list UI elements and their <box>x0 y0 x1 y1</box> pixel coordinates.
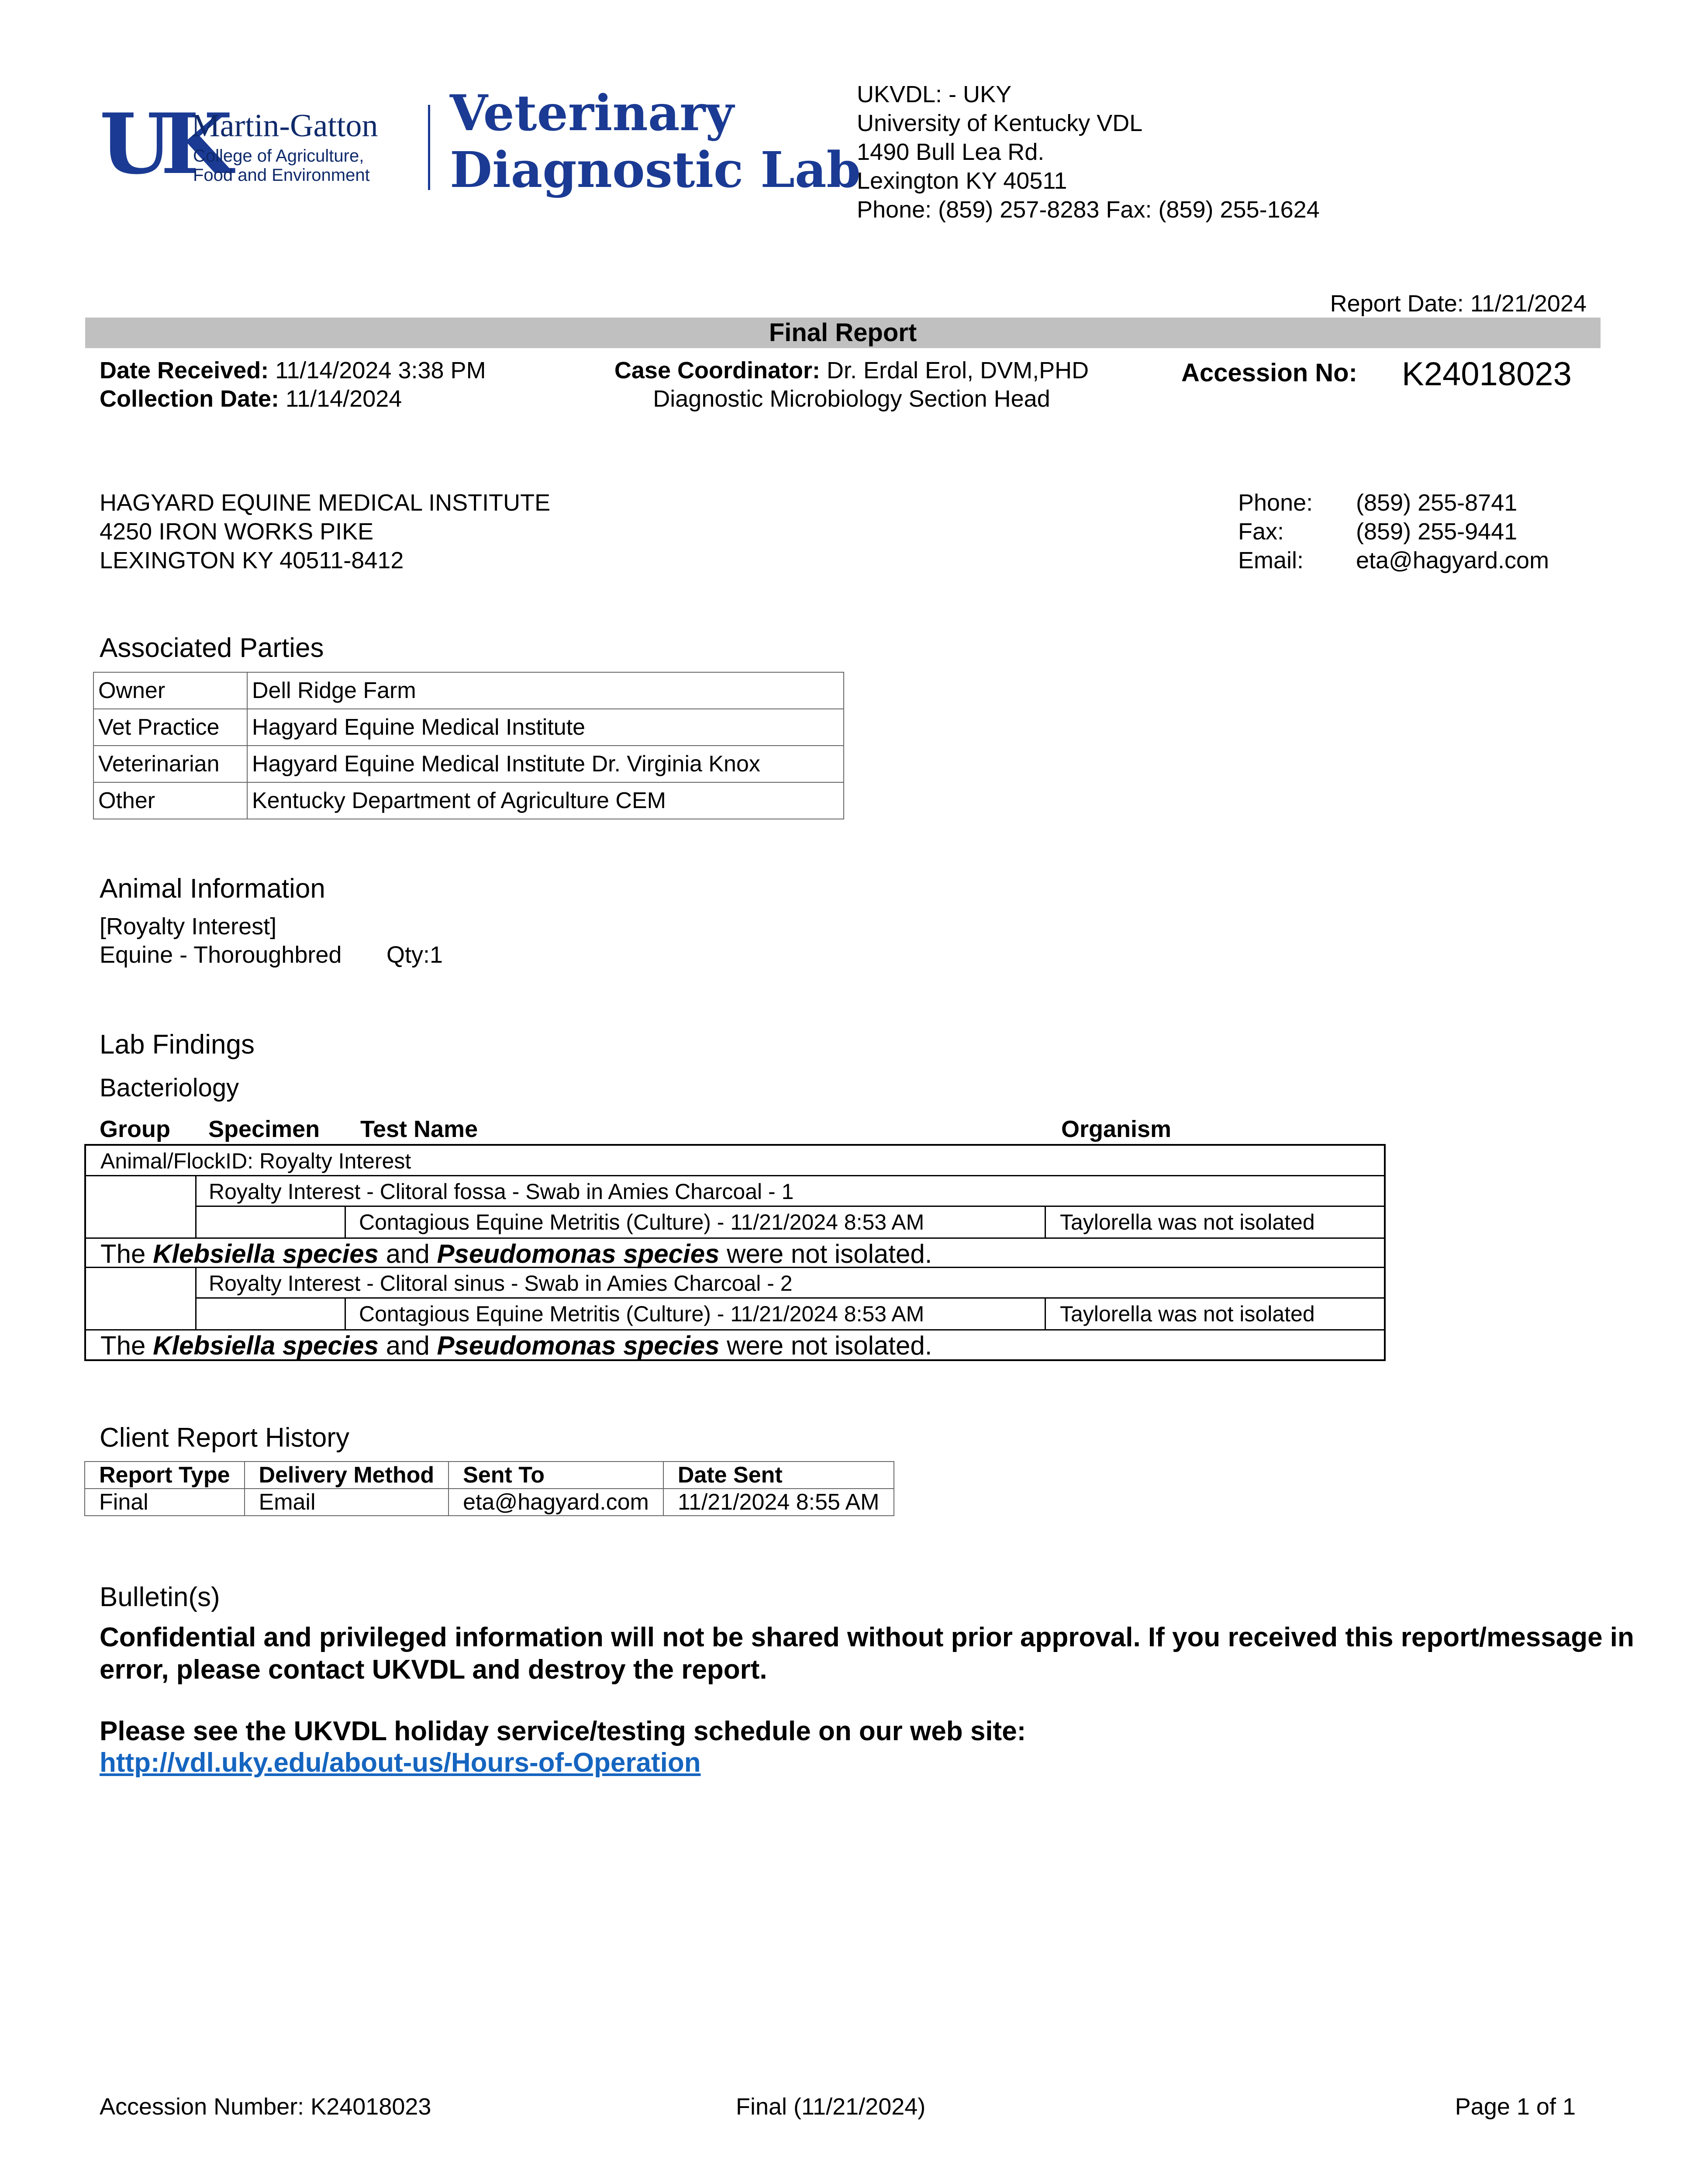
history-col-header: Delivery Method <box>245 1462 449 1489</box>
lab-address-line2: University of Kentucky VDL <box>857 110 1143 136</box>
hours-of-operation-link[interactable]: http://vdl.uky.edu/about-us/Hours-of-Operation <box>100 1748 701 1778</box>
confidential-notice <box>100 1621 1634 1686</box>
table-row <box>85 1489 894 1516</box>
animal-info-heading: Animal Information <box>100 874 325 904</box>
uk-logo-mark: UK <box>100 95 221 193</box>
client-street: 4250 IRON WORKS PIKE <box>100 518 374 545</box>
lab-name-line2: Diagnostic Lab <box>450 142 861 199</box>
confidential-line2: error, please contact UKVDL and destroy the report. <box>100 1655 767 1685</box>
party-role: Veterinarian <box>93 746 247 782</box>
history-cell: eta@hagyard.com <box>448 1489 663 1516</box>
test-row: Contagious Equine Metritis (Culture) - 11/21/2024 8:53 AM <box>359 1302 925 1326</box>
footer-status: Final (11/21/2024) <box>736 2094 926 2120</box>
footer-page: Page 1 of 1 <box>1455 2094 1576 2120</box>
note-species: Pseudomonas species <box>437 1331 720 1360</box>
report-history-heading: Client Report History <box>100 1423 349 1453</box>
col-organism: Organism <box>1061 1116 1172 1142</box>
title-bar <box>85 318 1601 348</box>
lab-address-line1: UKVDL: - UKY <box>857 81 1012 107</box>
collection-date-label: Collection Date: <box>100 386 279 412</box>
table-row <box>93 782 844 819</box>
case-coordinator-label: Case Coordinator: <box>614 357 820 384</box>
note-text: The <box>100 1331 153 1360</box>
client-fax: (859) 255-9441 <box>1356 518 1518 545</box>
date-received <box>100 356 486 385</box>
report-title: Final Report <box>769 318 917 347</box>
college-subtitle-1: College of Agriculture, <box>193 146 364 166</box>
lab-address-line4: Lexington KY 40511 <box>857 168 1067 194</box>
lab-phone-fax: Phone: (859) 257-8283 Fax: (859) 255-1624 <box>857 197 1320 223</box>
table-header-row <box>85 1462 894 1489</box>
client-name: HAGYARD EQUINE MEDICAL INSTITUTE <box>100 490 551 516</box>
note-species: Klebsiella species <box>153 1239 379 1268</box>
table-row <box>93 746 844 782</box>
collection-date-value: 11/14/2024 <box>279 386 402 412</box>
history-col-header: Date Sent <box>663 1462 894 1489</box>
history-col-header: Sent To <box>448 1462 663 1489</box>
logo-divider <box>428 105 430 190</box>
accession-label: Accession No: <box>1181 359 1357 387</box>
note-text: The <box>100 1239 153 1268</box>
client-email-label: Email: <box>1238 547 1304 574</box>
test-indent <box>195 1299 346 1329</box>
date-received-value: 11/14/2024 3:38 PM <box>269 357 486 384</box>
note-species: Pseudomonas species <box>437 1239 720 1268</box>
client-phone: (859) 255-8741 <box>1356 490 1518 516</box>
animal-name: [Royalty Interest] <box>100 913 277 940</box>
college-name: Martin-Gatton <box>191 108 378 144</box>
note-text: and <box>379 1331 437 1360</box>
specimen-row: Royalty Interest - Clitoral fossa - Swab in Amies Charcoal - 1 <box>195 1176 1384 1207</box>
party-name: Hagyard Equine Medical Institute <box>247 709 844 746</box>
history-cell: Email <box>245 1489 449 1516</box>
party-role: Vet Practice <box>93 709 247 746</box>
client-fax-label: Fax: <box>1238 518 1284 545</box>
client-email[interactable]: eta@hagyard.com <box>1356 547 1549 574</box>
report-date: Report Date: 11/21/2024 <box>1330 290 1587 317</box>
associated-parties-heading: Associated Parties <box>100 633 324 663</box>
lab-address <box>857 80 1320 224</box>
lab-name-line1: Veterinary <box>450 85 734 142</box>
footer-accession: Accession Number: K24018023 <box>100 2094 431 2120</box>
animal-species: Equine - Thoroughbred <box>100 942 342 968</box>
collection-date <box>100 384 402 413</box>
organism-cell: Taylorella was not isolated <box>1045 1299 1384 1329</box>
note-text: were not isolated. <box>719 1239 932 1268</box>
report-history-table <box>84 1461 894 1516</box>
note-species: Klebsiella species <box>153 1331 379 1360</box>
organism-cell: Taylorella was not isolated <box>1045 1207 1384 1237</box>
client-contact-labels <box>1238 488 1313 575</box>
col-test-name: Test Name <box>360 1116 478 1142</box>
confidential-line1: Confidential and privileged information will not be shared without prior approval. If you received this report/message in <box>100 1622 1634 1652</box>
party-name: Dell Ridge Farm <box>247 672 844 709</box>
case-coordinator <box>524 356 1179 385</box>
history-cell: 11/21/2024 8:55 AM <box>663 1489 894 1516</box>
note-text: were not isolated. <box>719 1331 932 1360</box>
history-col-header: Report Type <box>85 1462 245 1489</box>
client-phone-label: Phone: <box>1238 490 1313 516</box>
test-row: Contagious Equine Metritis (Culture) - 11/21/2024 8:53 AM <box>359 1210 925 1234</box>
lab-findings-heading: Lab Findings <box>100 1030 255 1060</box>
party-role: Other <box>93 782 247 819</box>
client-address <box>100 488 550 575</box>
coordinator-title: Diagnostic Microbiology Section Head <box>653 386 1050 412</box>
specimen-row: Royalty Interest - Clitoral sinus - Swab in Amies Charcoal - 2 <box>195 1268 1384 1299</box>
table-row <box>93 709 844 746</box>
findings-table <box>84 1144 1386 1361</box>
bulletins-heading: Bulletin(s) <box>100 1582 220 1612</box>
accession-number: K24018023 <box>1402 356 1572 393</box>
associated-parties-table <box>93 672 844 819</box>
case-coordinator-value: Dr. Erdal Erol, DVM,PHD <box>820 357 1089 384</box>
client-contact-values <box>1356 488 1549 575</box>
col-specimen: Specimen <box>208 1116 320 1142</box>
animal-id-row: Animal/FlockID: Royalty Interest <box>86 1146 1384 1176</box>
holiday-notice: Please see the UKVDL holiday service/testing schedule on our web site: <box>100 1716 1026 1746</box>
client-city: LEXINGTON KY 40511-8412 <box>100 547 404 574</box>
party-name: Hagyard Equine Medical Institute Dr. Virginia Knox <box>247 746 844 782</box>
table-row <box>93 672 844 709</box>
college-subtitle-2: Food and Environment <box>193 166 370 185</box>
test-indent <box>195 1207 346 1237</box>
bacteriology-heading: Bacteriology <box>100 1074 239 1102</box>
note-row <box>86 1329 1384 1360</box>
party-name: Kentucky Department of Agriculture CEM <box>247 782 844 819</box>
note-text: and <box>379 1239 437 1268</box>
history-cell: Final <box>85 1489 245 1516</box>
date-received-label: Date Received: <box>100 357 269 384</box>
lab-address-line3: 1490 Bull Lea Rd. <box>857 139 1045 165</box>
note-row <box>86 1237 1384 1268</box>
col-group: Group <box>100 1116 170 1142</box>
party-role: Owner <box>93 672 247 709</box>
animal-qty: Qty:1 <box>386 942 443 968</box>
